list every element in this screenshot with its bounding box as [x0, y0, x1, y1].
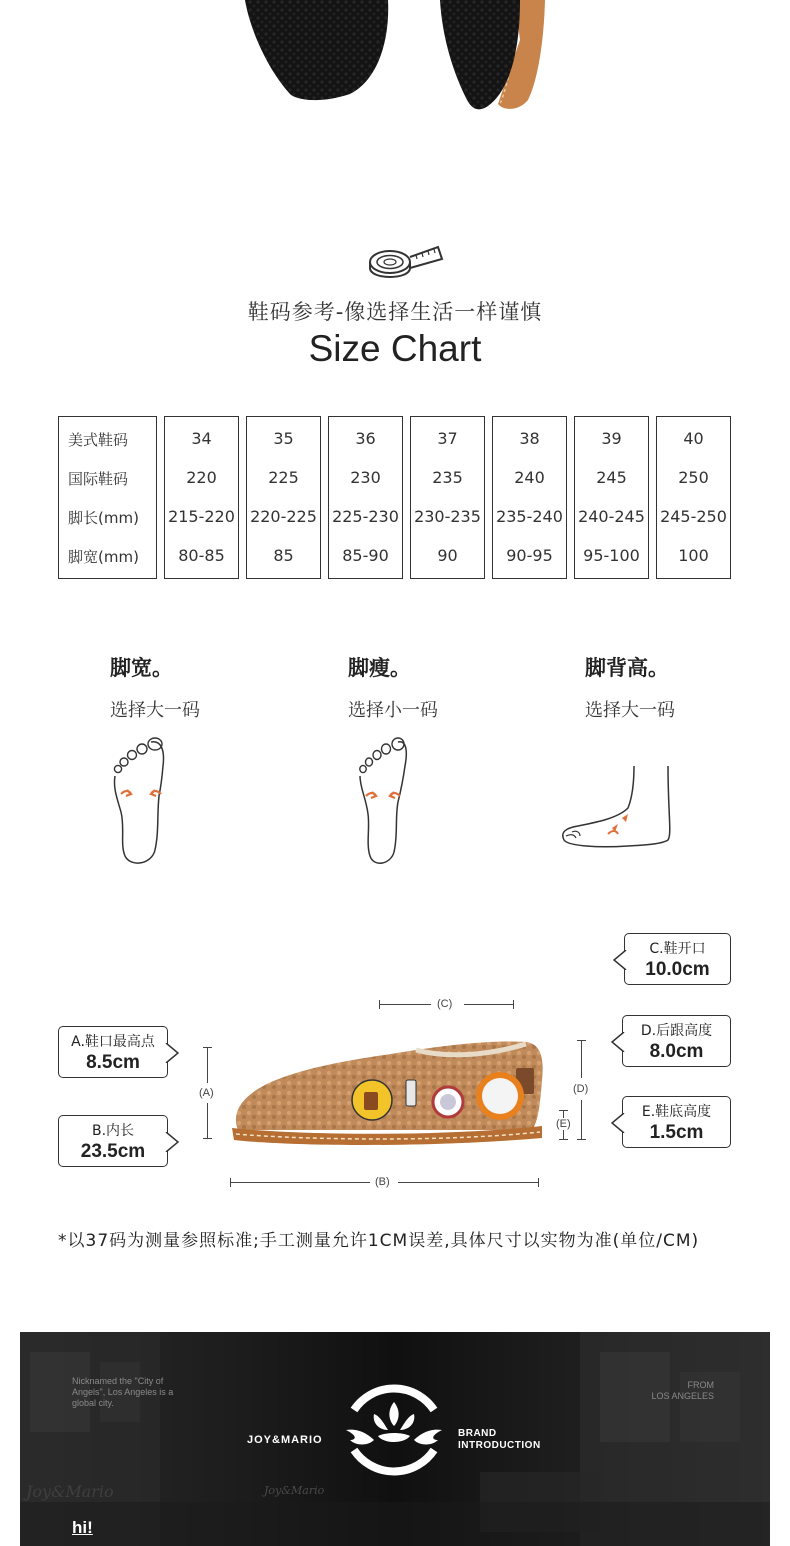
cell-us-size: 34 [191, 429, 212, 448]
dimension-line-d-cap-top [577, 1040, 586, 1041]
brand-banner [20, 1332, 770, 1546]
dimension-line-b-cap-left [230, 1178, 231, 1187]
cell-foot-width: 100 [678, 546, 709, 565]
dimension-line-a-top [207, 1047, 208, 1083]
callout-pointer [165, 1043, 179, 1063]
size-column-36 [328, 416, 403, 579]
dimension-line-b-right [398, 1182, 538, 1183]
callout-label: D.后跟高度 [640, 1023, 713, 1039]
callout-value: 1.5cm [649, 1122, 704, 1143]
dimension-line-c-end-left [379, 1000, 380, 1009]
cell-us-size: 39 [601, 429, 622, 448]
dimension-line-c-left [379, 1004, 431, 1005]
row-label-foot-length: 脚长(mm) [68, 509, 139, 527]
dimension-letter-a: (A) [196, 1087, 217, 1099]
high-instep-foot-icon [558, 764, 674, 854]
dimension-letter-e: (E) [553, 1118, 574, 1130]
joy-mario-logo [338, 1374, 450, 1486]
cell-us-size: 38 [519, 429, 540, 448]
banner-right-caption-line: LOS ANGELES [651, 1391, 714, 1401]
black-slippers-photo [0, 0, 790, 200]
size-chart-title: Size Chart [308, 328, 482, 369]
tip-wide-foot [110, 652, 200, 722]
callout-opening [624, 933, 731, 985]
cell-intl-size: 245 [596, 468, 627, 487]
row-label-intl-size: 国际鞋码 [68, 470, 129, 488]
size-table-row-labels [58, 416, 157, 579]
cell-foot-length: 240-245 [578, 507, 645, 526]
row-label-foot-width: 脚宽(mm) [68, 548, 139, 566]
cell-us-size: 40 [683, 429, 704, 448]
cell-foot-width: 90-95 [506, 546, 553, 565]
narrow-foot-icon [348, 736, 418, 870]
dimension-line-b-left [230, 1182, 370, 1183]
dimension-line-d-cap-bottom [577, 1139, 586, 1140]
callout-label: A.鞋口最高点 [71, 1034, 155, 1050]
cell-intl-size: 220 [186, 468, 217, 487]
cell-us-size: 36 [355, 429, 376, 448]
callout-value: 8.0cm [649, 1041, 704, 1062]
callout-pointer [165, 1132, 179, 1152]
size-column-34 [164, 416, 239, 579]
cell-foot-length: 235-240 [496, 507, 563, 526]
banner-right-caption-line: FROM [687, 1380, 714, 1390]
brand-intro-line: INTRODUCTION [458, 1440, 541, 1451]
size-chart-subtitle: 鞋码参考-像选择生活一样谨慎 [247, 300, 543, 324]
banner-left-caption: Nicknamed the "City of Angels", Los Angeles is a global city. [72, 1376, 174, 1408]
cell-foot-width: 85-90 [342, 546, 389, 565]
tip-title: 脚宽。 [110, 656, 173, 680]
tip-advice: 选择小一码 [348, 700, 438, 721]
callout-value: 23.5cm [80, 1141, 146, 1162]
cell-intl-size: 235 [432, 468, 463, 487]
row-label-us-size: 美式鞋码 [68, 431, 129, 449]
callout-length [58, 1115, 168, 1167]
cell-intl-size: 230 [350, 468, 381, 487]
brand-introduction [458, 1428, 541, 1452]
cell-us-size: 35 [273, 429, 294, 448]
cell-foot-length: 215-220 [168, 507, 235, 526]
tip-high-instep [585, 652, 675, 722]
size-column-35 [246, 416, 321, 579]
storefront-script-sign: Joy&Mario [264, 1484, 325, 1497]
callout-value: 8.5cm [86, 1052, 140, 1073]
dimension-line-d-top [581, 1040, 582, 1078]
wide-foot-icon [105, 736, 175, 870]
dimension-line-a-bottom [207, 1103, 208, 1139]
banner-right-caption [651, 1380, 714, 1402]
size-column-39 [574, 416, 649, 579]
cell-foot-length: 225-230 [332, 507, 399, 526]
callout-value: 10.0cm [645, 959, 710, 980]
cell-foot-width: 80-85 [178, 546, 225, 565]
size-column-40 [656, 416, 731, 579]
dimension-line-d-bottom [581, 1100, 582, 1140]
callout-heel [622, 1015, 731, 1067]
camel-slipper-photo [226, 1030, 556, 1148]
callout-height [58, 1026, 168, 1078]
callout-sole [622, 1096, 731, 1148]
cell-intl-size: 250 [678, 468, 709, 487]
cell-intl-size: 240 [514, 468, 545, 487]
dimension-line-e-cap-top [559, 1110, 568, 1111]
dimension-line-c-right [464, 1004, 514, 1005]
tip-title: 脚瘦。 [348, 656, 411, 680]
dimension-letter-c: (C) [434, 998, 455, 1010]
dimension-letter-b: (B) [372, 1176, 393, 1188]
size-column-37 [410, 416, 485, 579]
dimension-line-c-end-right [513, 1000, 514, 1009]
cell-us-size: 37 [437, 429, 458, 448]
tape-measure-icon [368, 244, 444, 280]
brand-name: JOY&MARIO [247, 1434, 323, 1446]
callout-pointer [611, 1032, 625, 1052]
callout-pointer [613, 950, 627, 970]
callout-label: C.鞋开口 [649, 941, 706, 957]
brand-intro-line: BRAND [458, 1428, 497, 1439]
cell-foot-length: 245-250 [660, 507, 727, 526]
cell-foot-width: 95-100 [583, 546, 640, 565]
dimension-line-a-cap-bottom [203, 1138, 212, 1139]
cell-foot-length: 220-225 [250, 507, 317, 526]
tip-advice: 选择大一码 [585, 700, 675, 721]
callout-label: E.鞋底高度 [641, 1104, 712, 1120]
dimension-line-e-cap-bottom [559, 1139, 568, 1140]
storefront-script-sign: Joy&Mario [26, 1482, 114, 1501]
dimension-line-b-cap-right [538, 1178, 539, 1187]
dimension-line-a-cap-top [203, 1047, 212, 1048]
cell-foot-width: 90 [437, 546, 458, 565]
cell-foot-width: 85 [273, 546, 294, 565]
tip-advice: 选择大一码 [110, 700, 200, 721]
hi-link[interactable]: hi! [72, 1518, 93, 1537]
cell-foot-length: 230-235 [414, 507, 481, 526]
tip-title: 脚背高。 [585, 656, 669, 680]
cell-intl-size: 225 [268, 468, 299, 487]
size-column-38 [492, 416, 567, 579]
callout-label: B.内长 [91, 1123, 135, 1139]
tip-narrow-foot [348, 652, 438, 722]
dimension-letter-d: (D) [570, 1083, 591, 1095]
measurement-note: *以37码为测量参照标准;手工测量允许1CM误差,具体尺寸以实物为准(单位/CM) [58, 1231, 700, 1251]
callout-pointer [611, 1113, 625, 1133]
